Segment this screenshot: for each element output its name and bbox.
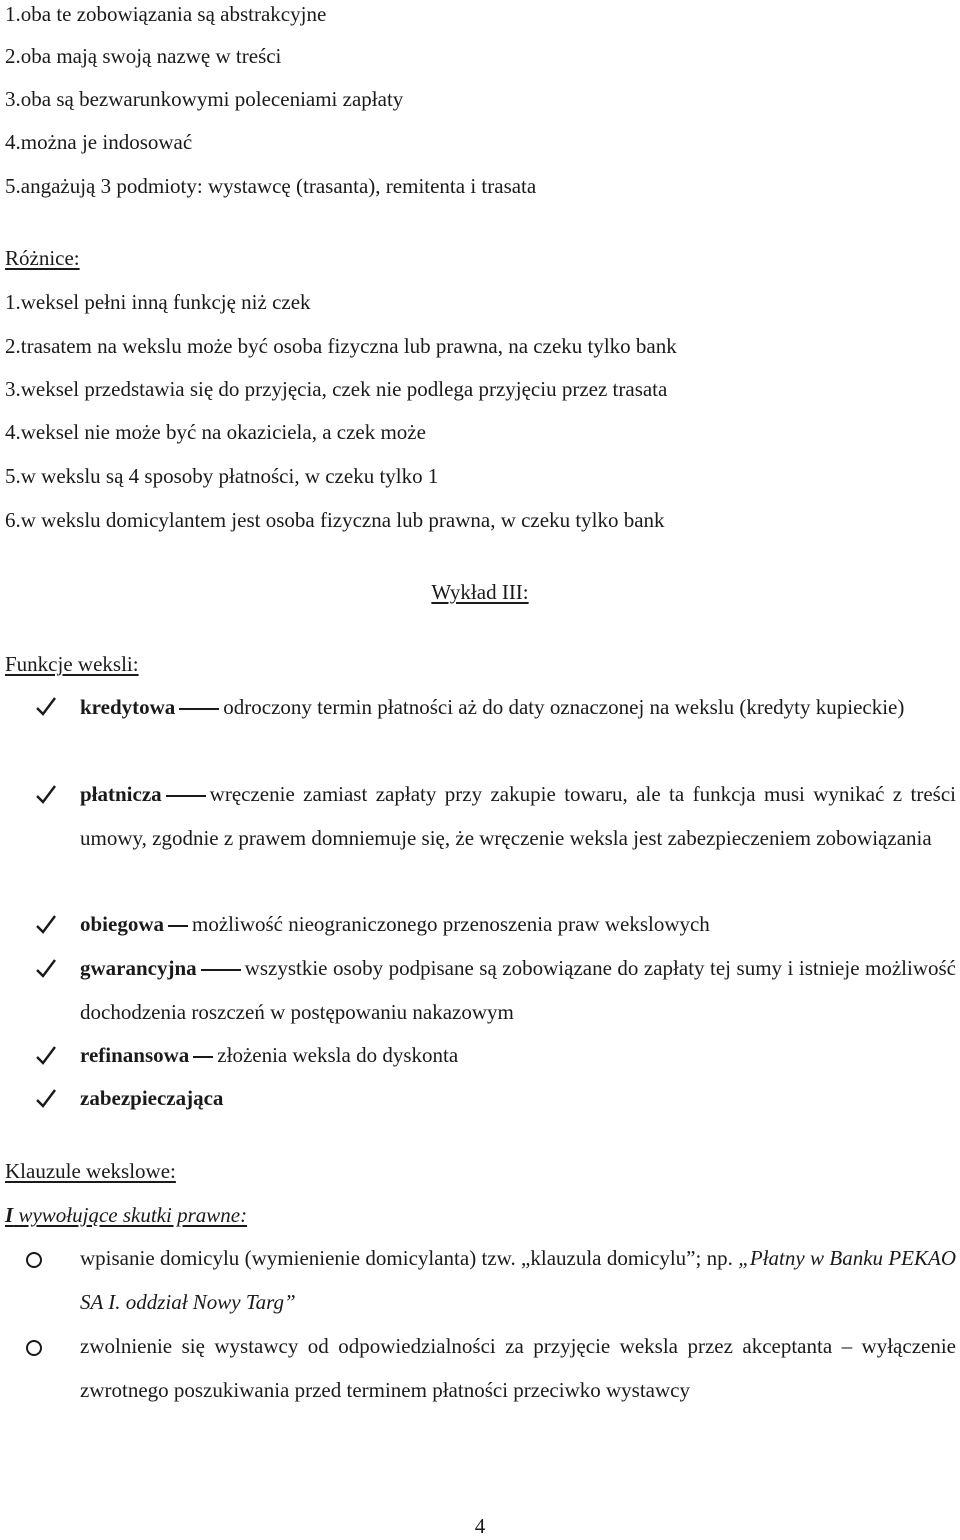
- circle-bullet-icon: [26, 1340, 42, 1356]
- difference-item-4: 4.weksel nie może być na okaziciela, a czek może: [5, 420, 426, 444]
- clause-item-domicyl: [80, 1237, 956, 1324]
- circle-bullet-icon: [26, 1252, 42, 1268]
- function-item-gwarancyjna: [80, 947, 956, 1034]
- dash: [168, 925, 188, 927]
- function-item-zabezpieczajaca: [80, 1077, 956, 1121]
- difference-item-3: 3.weksel przedstawia się do przyjęcia, czek nie podlega przyjęciu przez trasata: [5, 377, 668, 401]
- checkmark-icon: [34, 910, 58, 938]
- function-item-platnicza: [80, 773, 956, 860]
- functions-heading: Funkcje weksli:: [5, 652, 139, 676]
- clauses-subheading: [5, 1201, 247, 1229]
- lecture-title: Wykład III:: [431, 580, 529, 604]
- differences-heading: Różnice:: [5, 246, 80, 270]
- checkmark-icon: [34, 780, 58, 808]
- difference-item-1: 1.weksel pełni inną funkcję niż czek: [5, 290, 311, 314]
- page-number: 4: [474, 1514, 486, 1538]
- difference-item-2: 2.trasatem na wekslu może być osoba fizyczna lub prawna, na czeku tylko bank: [5, 334, 677, 358]
- clause-text: zwolnienie się wystawcy od odpowiedzialności za przyjęcie weksla przez akceptanta – wyłączenie zwrotnego poszukiwania przed terminem płatności przeciwko wystawcy: [80, 1334, 956, 1402]
- clause-example: „Płatny w Banku PEKAO SA I. oddział Nowy Targ”: [80, 1246, 956, 1314]
- function-item-kredytowa: [80, 686, 956, 730]
- function-term: refinansowa: [80, 1043, 190, 1067]
- checkmark-icon: [34, 1084, 58, 1112]
- function-desc: odroczony termin płatności aż do daty oznaczonej na wekslu (kredyty kupieckie): [223, 695, 905, 719]
- clause-item-zwolnienie: [80, 1325, 956, 1412]
- similarity-item-5: 5.angażują 3 podmioty: wystawcę (trasanta), remitenta i trasata: [5, 174, 537, 198]
- similarity-item-3: 3.oba są bezwarunkowymi poleceniami zapłaty: [5, 87, 404, 111]
- dash: [166, 795, 206, 797]
- clauses-heading: Klauzule wekslowe:: [5, 1159, 176, 1183]
- clauses-subheading-roman: I: [5, 1203, 14, 1227]
- difference-item-5: 5.w wekslu są 4 sposoby płatności, w czeku tylko 1: [5, 464, 439, 488]
- checkmark-icon: [34, 1041, 58, 1069]
- checkmark-icon: [34, 692, 58, 720]
- difference-item-6: 6.w wekslu domicylantem jest osoba fizyczna lub prawna, w czeku tylko bank: [5, 508, 665, 532]
- function-item-refinansowa: [80, 1034, 956, 1078]
- function-desc: możliwość nieograniczonego przenoszenia praw wekslowych: [192, 912, 710, 936]
- clauses-subheading-text: wywołujące skutki prawne:: [18, 1203, 248, 1227]
- function-term: obiegowa: [80, 912, 164, 936]
- similarity-item-4: 4.można je indosować: [5, 130, 193, 154]
- function-term: płatnicza: [80, 782, 162, 806]
- checkmark-icon: [34, 954, 58, 982]
- similarity-item-2: 2.oba mają swoją nazwę w treści: [5, 44, 282, 68]
- dash: [201, 969, 241, 971]
- function-term: zabezpieczająca: [80, 1086, 224, 1110]
- function-desc: złożenia weksla do dyskonta: [217, 1043, 459, 1067]
- dash: [179, 708, 219, 710]
- function-desc: wręczenie zamiast zapłaty przy zakupie towaru, ale ta funkcja musi wynikać z treści umowy, zgodnie z prawem domniemuje się, że wręczenie weksla jest zabezpieczeniem zobowiązania: [80, 782, 956, 850]
- function-item-obiegowa: [80, 903, 956, 947]
- function-term: kredytowa: [80, 695, 176, 719]
- function-desc: wszystkie osoby podpisane są zobowiązane do zapłaty tej sumy i istnieje możliwość dochodzenia roszczeń w postępowaniu nakazowym: [80, 956, 956, 1024]
- dash: [193, 1056, 213, 1058]
- function-term: gwarancyjna: [80, 956, 197, 980]
- clause-text: wpisanie domicylu (wymienienie domicylanta) tzw. „klauzula domicylu”; np.: [80, 1246, 739, 1270]
- lecture-title-wrap: [0, 578, 960, 606]
- similarity-item-1: 1.oba te zobowiązania są abstrakcyjne: [5, 2, 327, 26]
